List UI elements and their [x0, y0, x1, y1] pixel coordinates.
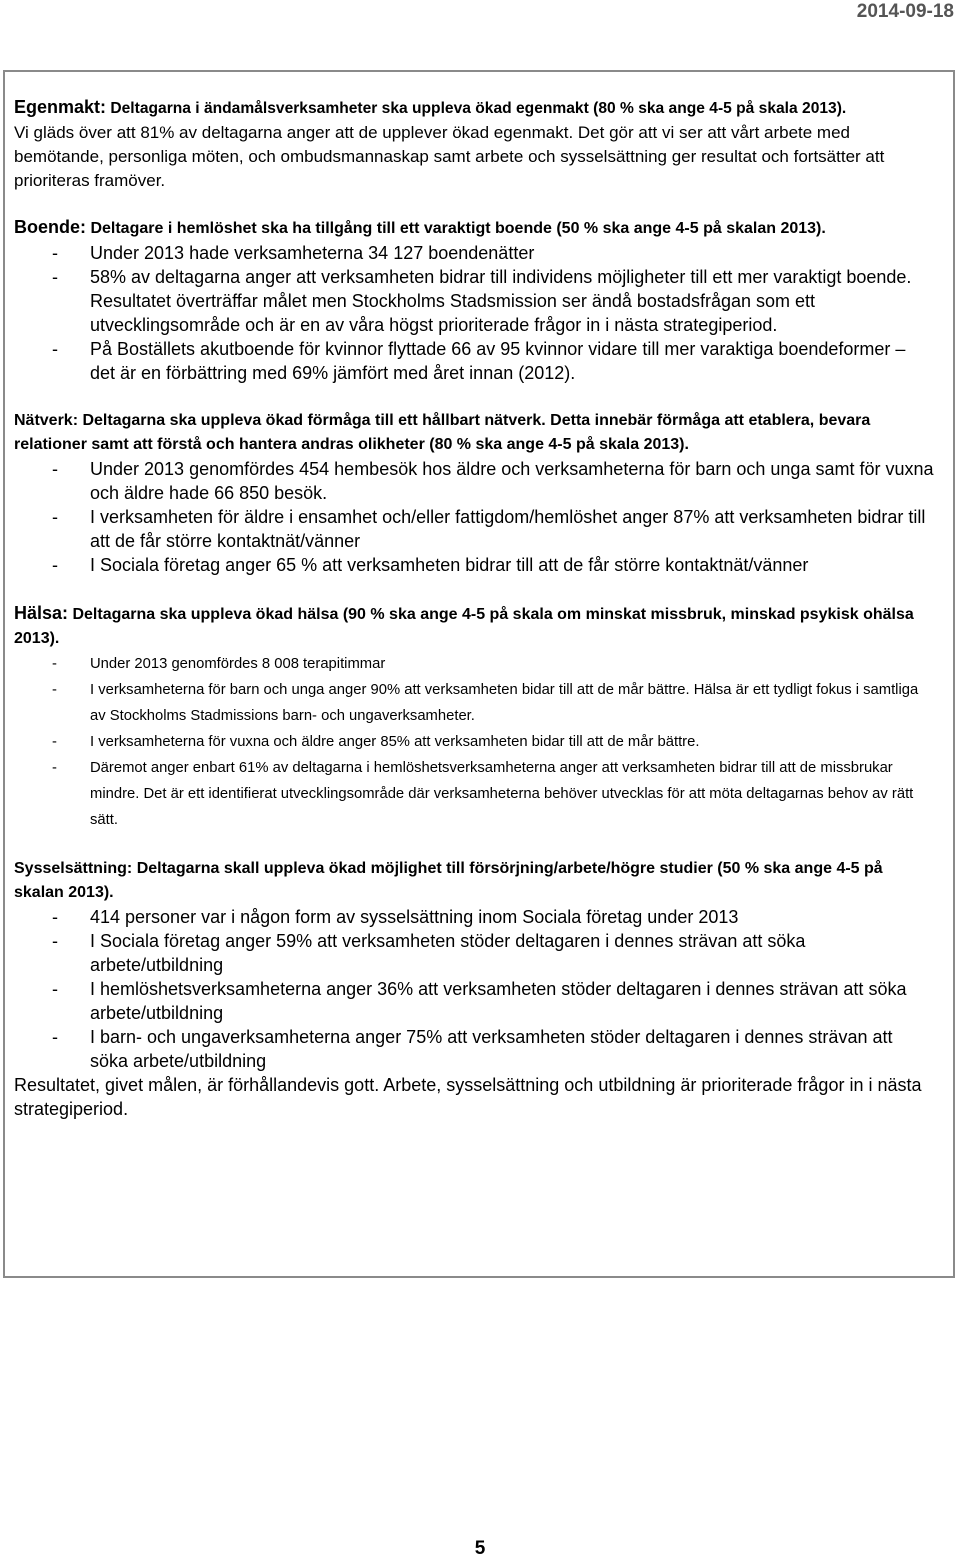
boende-label: Boende: [14, 217, 86, 237]
egenmakt-goal [14, 95, 934, 121]
section-sysselsattning [14, 857, 934, 1121]
boende-goal [14, 215, 934, 241]
halsa-goal [14, 601, 934, 651]
list-item: - 414 personer var i någon form av sysselsättning inom Sociala företag under 2013 [14, 905, 934, 929]
halsa-goal-text: Deltagarna ska uppleva ökad hälsa (90 % ska ange 4-5 på skala om minskat missbruk, minskad psykisk ohälsa 2013). [14, 606, 914, 647]
document-body [14, 95, 934, 1121]
list-item: - Under 2013 genomfördes 454 hembesök hos äldre och verksamheterna för barn och unga samt för vuxna och äldre hade 66 850 besök. [14, 457, 934, 505]
natverk-list [14, 457, 934, 577]
sysselsattning-heading: Sysselsättning: Deltagarna skall uppleva ökad möjlighet till försörjning/arbete/högre studier (50 % ska ange 4-5 på skalan 2013). [14, 860, 883, 901]
section-natverk [14, 409, 934, 577]
page-number: 5 [474, 1538, 486, 1559]
section-boende [14, 215, 934, 385]
egenmakt-label: Egenmakt: [14, 97, 107, 117]
list-item: - I hemlöshetsverksamheterna anger 36% att verksamheten stöder deltagaren i dennes strävan att söka arbete/utbildning [14, 977, 934, 1025]
sysselsattning-list [14, 905, 934, 1073]
list-item: - Däremot anger enbart 61% av deltagarna i hemlöshetsverksamheterna anger att verksamheten bidrar till att de missbrukar mindre. Det är ett identifierat utvecklingsområde där verksamheterna behöver utvecklas för att möta deltagarnas behov av rätt sätt. [14, 755, 934, 833]
list-item: - Under 2013 genomfördes 8 008 terapitimmar [14, 651, 934, 677]
boende-list [14, 241, 934, 385]
natverk-heading: Nätverk: Deltagarna ska uppleva ökad förmåga till ett hållbart nätverk. Detta innebär förmåga att etablera, bevara relationer samt att förstå och hantera andras olikheter (80 % ska ange 4-5 på skala 2013). [14, 412, 871, 453]
sysselsattning-conclusion: Resultatet, givet målen, är förhållandevis gott. Arbete, sysselsättning och utbildning är prioriterade frågor in i nästa strategiperiod. [14, 1075, 922, 1119]
section-egenmakt [14, 95, 934, 193]
list-item: - I Sociala företag anger 65 % att verksamheten bidrar till att de får större kontaktnät/vänner [14, 553, 934, 577]
halsa-list [14, 651, 934, 833]
list-item: - I verksamheterna för vuxna och äldre anger 85% att verksamheten bidar till att de mår bättre. [14, 729, 934, 755]
document-date: 2014-09-18 [856, 1, 954, 22]
halsa-label: Hälsa: [14, 603, 69, 623]
list-item: - I verksamheterna för barn och unga anger 90% att verksamheten bidar till att de mår bättre. Hälsa är ett tydligt fokus i samtliga av Stockholms Stadmissions barn- och ungaverksamheter. [14, 677, 934, 729]
section-halsa [14, 601, 934, 833]
list-item: - 58% av deltagarna anger att verksamheten bidrar till individens möjligheter till ett mer varaktigt boende. Resultatet överträffar målet men Stockholms Stadsmission ser ändå bostadsfrågan som ett utvecklingsområde och är en av våra högst prioriterade frågor in i nästa strategiperiod. [14, 265, 934, 337]
list-item: - På Boställets akutboende för kvinnor flyttade 66 av 95 kvinnor vidare till mer varaktiga boendeformer – det är en förbättring med 69% jämfört med året innan (2012). [14, 337, 934, 385]
list-item: - I Sociala företag anger 59% att verksamheten stöder deltagaren i dennes strävan att söka arbete/utbildning [14, 929, 934, 977]
list-item: - I barn- och ungaverksamheterna anger 75% att verksamheten stöder deltagaren i dennes strävan att söka arbete/utbildning [14, 1025, 934, 1073]
boende-goal-text: Deltagare i hemlöshet ska ha tillgång till ett varaktigt boende (50 % ska ange 4-5 på skalan 2013). [86, 220, 826, 237]
list-item: - I verksamheten för äldre i ensamhet och/eller fattigdom/hemlöshet anger 87% att verksamheten bidrar till att de får större kontaktnät/vänner [14, 505, 934, 553]
egenmakt-text: Vi gläds över att 81% av deltagarna anger att de upplever ökad egenmakt. Det gör att vi ser att vårt arbete med bemötande, personliga möten, och ombudsmannaskap samt arbete och sysselsättning ger resultat och fortsätter att prioriteras framöver. [14, 123, 885, 190]
egenmakt-goal-text: Deltagarna i ändamålsverksamheter ska uppleva ökad egenmakt (80 % ska ange 4-5 på skala 2013). [106, 100, 847, 117]
list-item: - Under 2013 hade verksamheterna 34 127 boendenätter [14, 241, 934, 265]
